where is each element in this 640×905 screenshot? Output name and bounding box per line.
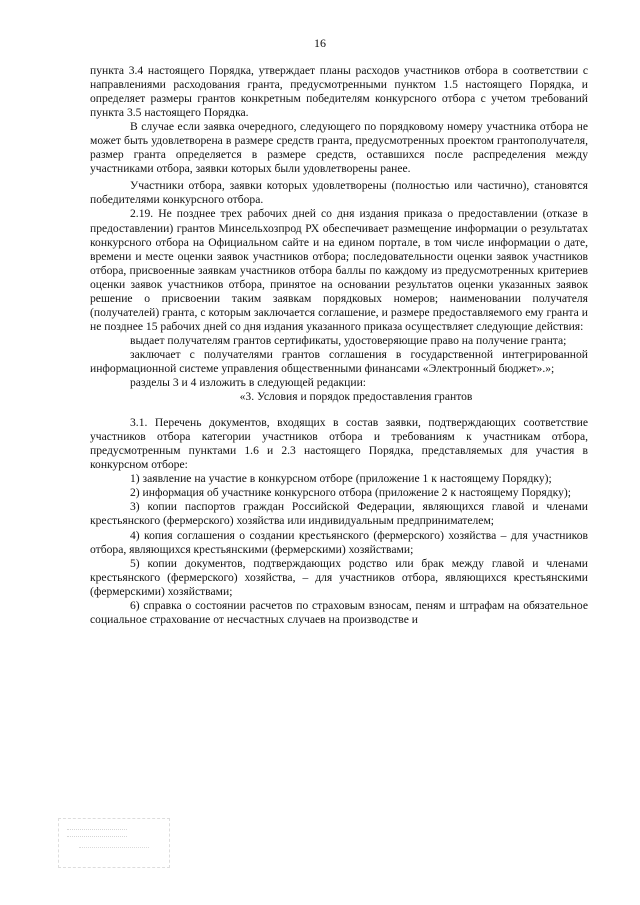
document-body: [90, 64, 588, 627]
list-item: 4) копия соглашения о создании крестьянского (фермерского) хозяйства – для участников отбора, являющихся крестьянскими (фермерскими) хозяйствами;: [90, 528, 588, 556]
list-item: 6) справка о состоянии расчетов по страховым взносам, пеням и штрафам на обязательное социальное страхование от несчастных случаев на производстве и: [90, 598, 588, 626]
paragraph: выдает получателям грантов сертификаты, удостоверяющие право на получение гранта;: [130, 333, 567, 347]
list-item: 5) копии документов, подтверждающих родство или брак между главой и членами крестьянского (фермерского) хозяйства, – для участников отбора, являющихся крестьянскими (фермерскими) хозяйствами;: [90, 556, 588, 598]
paragraph-clause-2-19: 2.19. Не позднее трех рабочих дней со дня издания приказа о предоставлении (отказе в предоставлении) грантов Минсельхозпрод РХ обеспечивает размещение информации о результатах конкурсного отбора на Официальном сайте и на едином портале, в том числе информации о дате, времени и месте оценки заявок участников отбора; последовательности оценки заявок участников отбора, присвоенные заявкам участников отбора баллы по каждому из предусмотренных критериев оценки заявок участников отбора, принятое на основании результатов оценки указанных заявок решение о присвоении таким заявкам порядковых номеров; наименовании получателя (получателей) гранта, с которым заключается соглашение, и размере предоставляемого ему гранта и не позднее 15 рабочих дней со дня издания указанного приказа осуществляет следующие действия:: [90, 207, 588, 333]
paragraph-clause-3-1: 3.1. Перечень документов, входящих в состав заявки, подтверждающих соответствие участников отбора категории участников отбора и требованиям к участникам отбора, предусмотренным пунктами 1.6 и 2.3 настоящего Порядка, представляемых для участия в конкурсном отборе:: [90, 416, 588, 472]
paragraph: Участники отбора, заявки которых удовлетворены (полностью или частично), становятся победителями конкурсного отбора.: [90, 179, 588, 207]
list-item: 3) копии паспортов граждан Российской Федерации, являющихся главой и членами крестьянского (фермерского) хозяйства или индивидуальным предпринимателем;: [90, 500, 588, 528]
page-number: 16: [314, 36, 326, 50]
faint-stamp-mark: [58, 818, 170, 868]
list-item: 1) заявление на участие в конкурсном отборе (приложение 1 к настоящему Порядку);: [130, 472, 552, 486]
paragraph: В случае если заявка очередного, следующего по порядковому номеру участника отбора не может быть удовлетворена в размере средств гранта, предусмотренных проектом грантополучателя, размер гранта определяется в размере средств, оставшихся после распределения между участниками отбора, заявки которых были удовлетворены ранее.: [90, 120, 588, 176]
paragraph: разделы 3 и 4 изложить в следующей редакции:: [130, 376, 367, 390]
paragraph: заключает с получателями грантов соглашения в государственной интегрированной информационной системе управления общественными финансами «Электронный бюджет».»;: [90, 347, 588, 375]
list-item: 2) информация об участнике конкурсного отбора (приложение 2 к настоящему Порядку);: [130, 486, 571, 500]
section-heading: «3. Условия и порядок предоставления грантов: [239, 390, 473, 404]
paragraph-continuation: пункта 3.4 настоящего Порядка, утверждает планы расходов участников отбора в соответствии с направлениями расходования гранта, предусмотренными пунктом 1.5 настоящего Порядка, и определяет размеры грантов конкретным победителям конкурсного отбора с учетом требований пункта 3.5 настоящего Порядка.: [90, 64, 588, 120]
